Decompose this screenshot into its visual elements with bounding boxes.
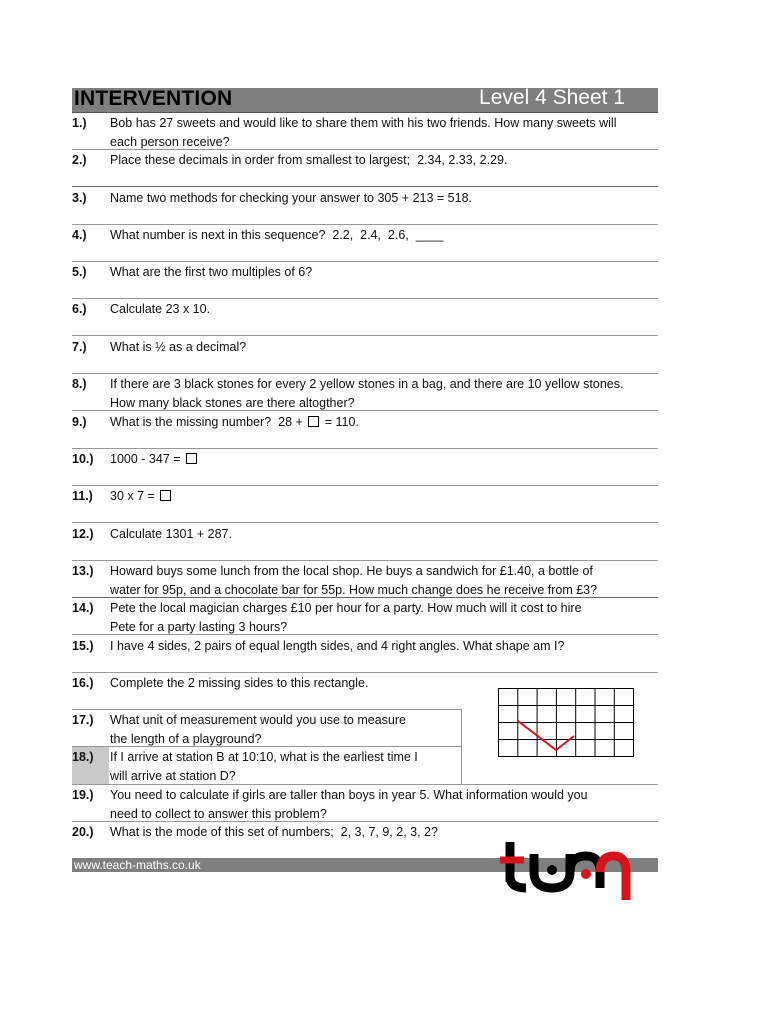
rectangle-partial-sides	[518, 721, 574, 750]
question-text: What is the missing number? 28 + = 110.	[110, 415, 359, 429]
question-7	[72, 338, 658, 375]
question-text: You need to calculate if girls are taller than boys in year 5. What information would you need to collect to answer this problem?	[110, 788, 588, 821]
question-number: 14.)	[72, 601, 94, 615]
question-text: 1000 - 347 =	[110, 450, 199, 469]
question-2	[72, 151, 658, 188]
question-number: 11.)	[72, 489, 93, 503]
question-text: What number is next in this sequence? 2.2, 2.4, 2.6, ____	[110, 228, 444, 242]
question-text: Calculate 1301 + 287.	[110, 527, 232, 541]
question-text: Name two methods for checking your answer to 305 + 213 = 518.	[110, 191, 473, 205]
question-text: What are the first two multiples of 6?	[110, 265, 313, 279]
question-number: 20.)	[72, 825, 94, 839]
question-11	[72, 487, 658, 524]
answer-box	[160, 490, 171, 501]
question-3	[72, 189, 658, 226]
question-number: 19.)	[72, 788, 94, 802]
teach-maths-logo	[500, 842, 635, 902]
question-number: 16.)	[72, 676, 94, 690]
question-4	[72, 226, 658, 263]
question-number: 18.)	[72, 750, 94, 764]
question-text: What is ½ as a decimal?	[110, 340, 247, 354]
question-text: I have 4 sides, 2 pairs of equal length sides, and 4 right angles. What shape am I?	[110, 639, 565, 653]
question-text: What is the mode of this set of numbers; 2, 3, 7, 9, 2, 3, 2?	[110, 825, 438, 839]
question-number: 7.)	[72, 340, 87, 354]
question-5	[72, 263, 658, 300]
question-20	[72, 823, 658, 843]
question-text: Pete the local magician charges £10 per hour for a party. How much will it cost to hire Pete for a party lasting 3 hours?	[110, 601, 582, 634]
question-number: 1.)	[72, 116, 87, 130]
question-number: 6.)	[72, 302, 87, 316]
question-number: 4.)	[72, 228, 87, 242]
question-number: 8.)	[72, 377, 87, 391]
column-divider	[461, 710, 462, 785]
question-1	[72, 114, 658, 151]
question-14	[72, 599, 658, 636]
question-number: 15.)	[72, 639, 94, 653]
question-number: 12.)	[72, 527, 94, 541]
question-9	[72, 413, 658, 450]
question-6	[72, 300, 658, 337]
question-text: Bob has 27 sweets and would like to share them with his two friends. How many sweets will each person receive?	[110, 116, 617, 149]
question-13	[72, 562, 658, 599]
rectangle-grid-diagram	[498, 688, 638, 760]
question-text: 30 x 7 =	[110, 487, 173, 506]
worksheet-header	[72, 88, 658, 113]
question-text: What unit of measurement would you use to measure the length of a playground?	[110, 713, 406, 746]
question-12	[72, 525, 658, 562]
question-number: 13.)	[72, 564, 94, 578]
worksheet-title: INTERVENTION	[74, 87, 233, 110]
question-number: 3.)	[72, 191, 87, 205]
question-text: Calculate 23 x 10.	[110, 302, 211, 316]
question-number: 9.)	[72, 415, 87, 429]
question-19	[72, 786, 658, 823]
missing-number-box	[308, 416, 319, 427]
question-number: 5.)	[72, 265, 87, 279]
question-number: 10.)	[72, 452, 94, 466]
question-text: Place these decimals in order from smallest to largest; 2.34, 2.33, 2.29.	[110, 153, 508, 167]
question-text: Complete the 2 missing sides to this rectangle.	[110, 676, 369, 690]
question-number: 2.)	[72, 153, 87, 167]
question-number: 17.)	[72, 713, 94, 727]
question-10	[72, 450, 658, 487]
question-text: Howard buys some lunch from the local shop. He buys a sandwich for £1.40, a bottle of water for 95p, and a chocolate bar for 55p. How much change does he receive from £3?	[110, 564, 598, 597]
question-15	[72, 637, 658, 674]
question-text: If there are 3 black stones for every 2 yellow stones in a bag, and there are 10 yellow stones. How many black stones are there altogther?	[110, 377, 624, 410]
answer-box	[186, 453, 197, 464]
question-8	[72, 375, 658, 412]
question-text: If I arrive at station B at 10:10, what is the earliest time I will arrive at station D?	[110, 750, 418, 783]
sheet-label: Level 4 Sheet 1	[479, 86, 625, 109]
footer-url[interactable]: www.teach-maths.co.uk	[74, 858, 201, 872]
